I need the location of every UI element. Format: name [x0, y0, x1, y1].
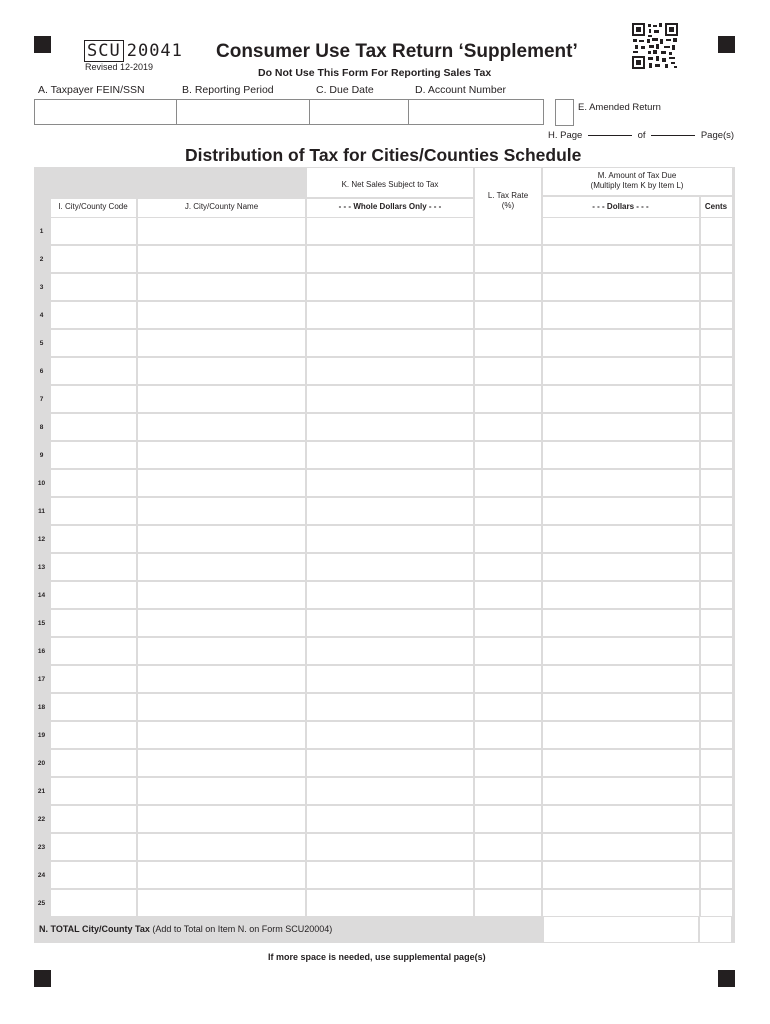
amended-return-label: E. Amended Return	[578, 102, 661, 113]
fein-label: A. Taxpayer FEIN/SSN	[38, 84, 145, 96]
reporting-period-label: B. Reporting Period	[182, 84, 274, 96]
tax-rate-field[interactable]	[475, 358, 541, 384]
tax-dollars-field[interactable]	[543, 526, 699, 552]
row-number: 19	[37, 732, 46, 739]
account-number-label: D. Account Number	[415, 84, 507, 96]
city-county-code-field[interactable]	[51, 330, 136, 356]
tax-dollars-field[interactable]	[543, 778, 699, 804]
city-county-code-field[interactable]	[51, 442, 136, 468]
city-county-code-field[interactable]	[51, 302, 136, 328]
tax-cents-field[interactable]	[701, 862, 732, 888]
net-sales-field[interactable]	[307, 246, 473, 272]
row-number: 12	[37, 536, 46, 543]
city-county-name-field[interactable]	[138, 414, 305, 440]
tax-dollars-field[interactable]	[543, 442, 699, 468]
tax-dollars-field[interactable]	[543, 890, 699, 916]
row-number: 15	[37, 620, 46, 627]
tax-dollars-field[interactable]	[543, 582, 699, 608]
schedule-table	[34, 167, 735, 943]
tax-dollars-field[interactable]	[543, 666, 699, 692]
tax-rate-field[interactable]	[475, 778, 541, 804]
revision-date: Revised 12-2019	[85, 62, 154, 72]
tax-dollars-field[interactable]	[543, 302, 699, 328]
city-county-name-field[interactable]	[138, 666, 305, 692]
tax-rate-field[interactable]	[475, 330, 541, 356]
city-county-code-field[interactable]	[51, 834, 136, 860]
tax-rate-field[interactable]	[475, 862, 541, 888]
city-county-name-field[interactable]	[138, 722, 305, 748]
net-sales-field[interactable]	[307, 498, 473, 524]
fein-field[interactable]	[34, 99, 177, 125]
city-county-name-field[interactable]	[138, 246, 305, 272]
row-number: 2	[39, 256, 44, 263]
city-county-name-field[interactable]	[138, 498, 305, 524]
tax-cents-field[interactable]	[701, 218, 732, 244]
net-sales-field[interactable]	[307, 386, 473, 412]
page-count-line	[548, 130, 734, 141]
registration-mark-bottom-left	[34, 970, 51, 987]
city-county-code-field[interactable]	[51, 890, 136, 916]
tax-rate-field[interactable]	[475, 442, 541, 468]
row-number: 7	[39, 396, 44, 403]
tax-rate-field[interactable]	[475, 302, 541, 328]
net-sales-field[interactable]	[307, 358, 473, 384]
tax-cents-field[interactable]	[701, 386, 732, 412]
tax-dollars-field[interactable]	[543, 246, 699, 272]
row-number: 13	[37, 564, 46, 571]
row-number: 1	[39, 228, 44, 235]
col-m-note: (Multiply Item K by Item L)	[590, 181, 684, 190]
net-sales-field[interactable]	[307, 610, 473, 636]
tax-cents-field[interactable]	[701, 666, 732, 692]
net-sales-field[interactable]	[307, 778, 473, 804]
tax-cents-field[interactable]	[701, 890, 732, 916]
net-sales-field[interactable]	[307, 470, 473, 496]
form-code	[84, 43, 183, 60]
row-number: 8	[39, 424, 44, 431]
city-county-code-field[interactable]	[51, 694, 136, 720]
row-number: 23	[37, 844, 46, 851]
page-prefix: H. Page	[548, 130, 583, 141]
col-j-header: J. City/County Name	[184, 202, 259, 211]
account-number-field[interactable]	[408, 99, 544, 125]
city-county-code-field[interactable]	[51, 386, 136, 412]
tax-cents-field[interactable]	[701, 526, 732, 552]
tax-cents-field[interactable]	[701, 358, 732, 384]
city-county-code-field[interactable]	[51, 862, 136, 888]
net-sales-field[interactable]	[307, 330, 473, 356]
form-title: Consumer Use Tax Return ‘Supplement’	[216, 41, 578, 62]
tax-rate-field[interactable]	[475, 806, 541, 832]
tax-rate-field[interactable]	[475, 498, 541, 524]
city-county-code-field[interactable]	[51, 218, 136, 244]
row-number: 6	[39, 368, 44, 375]
net-sales-field[interactable]	[307, 666, 473, 692]
row-number: 3	[39, 284, 44, 291]
city-county-name-field[interactable]	[138, 526, 305, 552]
net-sales-field[interactable]	[307, 302, 473, 328]
net-sales-field[interactable]	[307, 582, 473, 608]
city-county-name-field[interactable]	[138, 890, 305, 916]
tax-dollars-field[interactable]	[543, 330, 699, 356]
row-number: 5	[39, 340, 44, 347]
row-number: 16	[37, 648, 46, 655]
tax-dollars-field[interactable]	[543, 694, 699, 720]
form-code-number: 20041	[126, 41, 183, 61]
city-county-name-field[interactable]	[138, 694, 305, 720]
col-m-header: M. Amount of Tax Due	[597, 171, 677, 180]
city-county-name-field[interactable]	[138, 218, 305, 244]
city-county-code-field[interactable]	[51, 246, 136, 272]
tax-dollars-field[interactable]	[543, 862, 699, 888]
tax-dollars-field[interactable]	[543, 274, 699, 300]
tax-dollars-field[interactable]	[543, 638, 699, 664]
due-date-field[interactable]	[309, 99, 409, 125]
tax-cents-field[interactable]	[701, 330, 732, 356]
tax-cents-field[interactable]	[701, 554, 732, 580]
tax-cents-field[interactable]	[701, 638, 732, 664]
row-number: 18	[37, 704, 46, 711]
tax-cents-field[interactable]	[701, 470, 732, 496]
total-dollars-field[interactable]	[544, 917, 698, 942]
tax-cents-field[interactable]	[701, 414, 732, 440]
total-label-note: (Add to Total on Item N. on Form SCU20004)	[149, 924, 333, 934]
col-m-dollars-header: - - - Dollars - - -	[592, 202, 649, 211]
row-number: 24	[37, 872, 46, 879]
net-sales-field[interactable]	[307, 722, 473, 748]
tax-rate-field[interactable]	[475, 246, 541, 272]
net-sales-field[interactable]	[307, 554, 473, 580]
tax-dollars-field[interactable]	[543, 722, 699, 748]
row-number: 22	[37, 816, 46, 823]
row-number: 11	[38, 508, 45, 515]
city-county-code-field[interactable]	[51, 554, 136, 580]
page-number-field[interactable]	[588, 135, 632, 136]
net-sales-field[interactable]	[307, 638, 473, 664]
tax-cents-field[interactable]	[701, 694, 732, 720]
city-county-name-field[interactable]	[138, 750, 305, 776]
tax-rate-field[interactable]	[475, 666, 541, 692]
row-number: 17	[37, 676, 46, 683]
tax-cents-field[interactable]	[701, 610, 732, 636]
net-sales-field[interactable]	[307, 694, 473, 720]
tax-rate-field[interactable]	[475, 694, 541, 720]
tax-rate-field[interactable]	[475, 834, 541, 860]
due-date-label: C. Due Date	[316, 84, 374, 96]
tax-cents-field[interactable]	[701, 582, 732, 608]
tax-dollars-field[interactable]	[543, 386, 699, 412]
form-subtitle: Do Not Use This Form For Reporting Sales Tax	[258, 67, 492, 79]
city-county-code-field[interactable]	[51, 610, 136, 636]
city-county-code-field[interactable]	[51, 638, 136, 664]
page-suffix: Page(s)	[700, 130, 735, 141]
city-county-name-field[interactable]	[138, 638, 305, 664]
tax-rate-field[interactable]	[475, 890, 541, 916]
tax-rate-field[interactable]	[475, 414, 541, 440]
row-number: 21	[37, 788, 46, 795]
city-county-name-field[interactable]	[138, 778, 305, 804]
total-label	[39, 924, 332, 934]
city-county-code-field[interactable]	[51, 806, 136, 832]
city-county-code-field[interactable]	[51, 358, 136, 384]
registration-mark-bottom-right	[718, 970, 735, 987]
net-sales-field[interactable]	[307, 442, 473, 468]
city-county-name-field[interactable]	[138, 358, 305, 384]
city-county-code-field[interactable]	[51, 722, 136, 748]
city-county-name-field[interactable]	[138, 386, 305, 412]
tax-rate-field[interactable]	[475, 750, 541, 776]
net-sales-field[interactable]	[307, 526, 473, 552]
tax-rate-field[interactable]	[475, 386, 541, 412]
tax-dollars-field[interactable]	[543, 834, 699, 860]
net-sales-field[interactable]	[307, 274, 473, 300]
tax-dollars-field[interactable]	[543, 470, 699, 496]
tax-dollars-field[interactable]	[543, 610, 699, 636]
row-number: 4	[39, 312, 44, 319]
total-label-bold: N. TOTAL City/County Tax	[39, 924, 150, 934]
col-m-cents-header: Cents	[704, 202, 728, 211]
city-county-code-field[interactable]	[51, 274, 136, 300]
total-cents-field[interactable]	[700, 917, 731, 942]
row-number: 20	[37, 760, 46, 767]
net-sales-field[interactable]	[307, 218, 473, 244]
city-county-name-field[interactable]	[138, 554, 305, 580]
tax-cents-field[interactable]	[701, 302, 732, 328]
net-sales-field[interactable]	[307, 834, 473, 860]
net-sales-field[interactable]	[307, 806, 473, 832]
row-number: 10	[37, 480, 46, 487]
net-sales-field[interactable]	[307, 750, 473, 776]
city-county-name-field[interactable]	[138, 806, 305, 832]
tax-cents-field[interactable]	[701, 750, 732, 776]
registration-mark-top-left	[34, 36, 51, 53]
tax-rate-field[interactable]	[475, 610, 541, 636]
net-sales-field[interactable]	[307, 414, 473, 440]
tax-dollars-field[interactable]	[543, 498, 699, 524]
page-total-field[interactable]	[651, 135, 695, 136]
city-county-name-field[interactable]	[138, 442, 305, 468]
city-county-code-field[interactable]	[51, 414, 136, 440]
col-i-header: I. City/County Code	[58, 202, 128, 211]
city-county-name-field[interactable]	[138, 834, 305, 860]
tax-rate-field[interactable]	[475, 470, 541, 496]
tax-cents-field[interactable]	[701, 778, 732, 804]
tax-rate-field[interactable]	[475, 526, 541, 552]
qr-code-icon	[632, 23, 678, 69]
tax-dollars-field[interactable]	[543, 358, 699, 384]
tax-rate-field[interactable]	[475, 274, 541, 300]
row-number: 14	[37, 592, 46, 599]
city-county-code-field[interactable]	[51, 778, 136, 804]
tax-rate-field[interactable]	[475, 218, 541, 244]
tax-cents-field[interactable]	[701, 806, 732, 832]
tax-cents-field[interactable]	[701, 498, 732, 524]
city-county-name-field[interactable]	[138, 302, 305, 328]
city-county-name-field[interactable]	[138, 610, 305, 636]
city-county-name-field[interactable]	[138, 330, 305, 356]
amended-return-checkbox[interactable]	[555, 99, 574, 126]
tax-rate-field[interactable]	[475, 554, 541, 580]
tax-cents-field[interactable]	[701, 246, 732, 272]
form-code-box: SCU	[84, 40, 124, 62]
tax-dollars-field[interactable]	[543, 750, 699, 776]
reporting-period-field[interactable]	[176, 99, 310, 125]
net-sales-field[interactable]	[307, 862, 473, 888]
tax-rate-field[interactable]	[475, 638, 541, 664]
city-county-name-field[interactable]	[138, 470, 305, 496]
page-of: of	[637, 130, 646, 141]
footer-note: If more space is needed, use supplemental page(s)	[268, 952, 486, 962]
tax-cents-field[interactable]	[701, 442, 732, 468]
col-l-subheader: (%)	[501, 201, 515, 210]
city-county-code-field[interactable]	[51, 666, 136, 692]
city-county-code-field[interactable]	[51, 470, 136, 496]
tax-dollars-field[interactable]	[543, 414, 699, 440]
col-k-header: K. Net Sales Subject to Tax	[341, 180, 439, 189]
city-county-code-field[interactable]	[51, 750, 136, 776]
tax-cents-field[interactable]	[701, 722, 732, 748]
tax-dollars-field[interactable]	[543, 218, 699, 244]
city-county-code-field[interactable]	[51, 498, 136, 524]
tax-cents-field[interactable]	[701, 834, 732, 860]
city-county-name-field[interactable]	[138, 862, 305, 888]
schedule-title: Distribution of Tax for Cities/Counties Schedule	[185, 145, 582, 165]
row-number: 25	[37, 900, 46, 907]
tax-dollars-field[interactable]	[543, 554, 699, 580]
tax-dollars-field[interactable]	[543, 806, 699, 832]
col-k-subheader: - - - Whole Dollars Only - - -	[338, 202, 442, 211]
tax-cents-field[interactable]	[701, 274, 732, 300]
net-sales-field[interactable]	[307, 890, 473, 916]
tax-rate-field[interactable]	[475, 722, 541, 748]
row-number: 9	[39, 452, 44, 459]
city-county-name-field[interactable]	[138, 274, 305, 300]
col-l-header: L. Tax Rate	[487, 191, 529, 200]
registration-mark-top-right	[718, 36, 735, 53]
city-county-code-field[interactable]	[51, 582, 136, 608]
tax-rate-field[interactable]	[475, 582, 541, 608]
city-county-name-field[interactable]	[138, 582, 305, 608]
city-county-code-field[interactable]	[51, 526, 136, 552]
